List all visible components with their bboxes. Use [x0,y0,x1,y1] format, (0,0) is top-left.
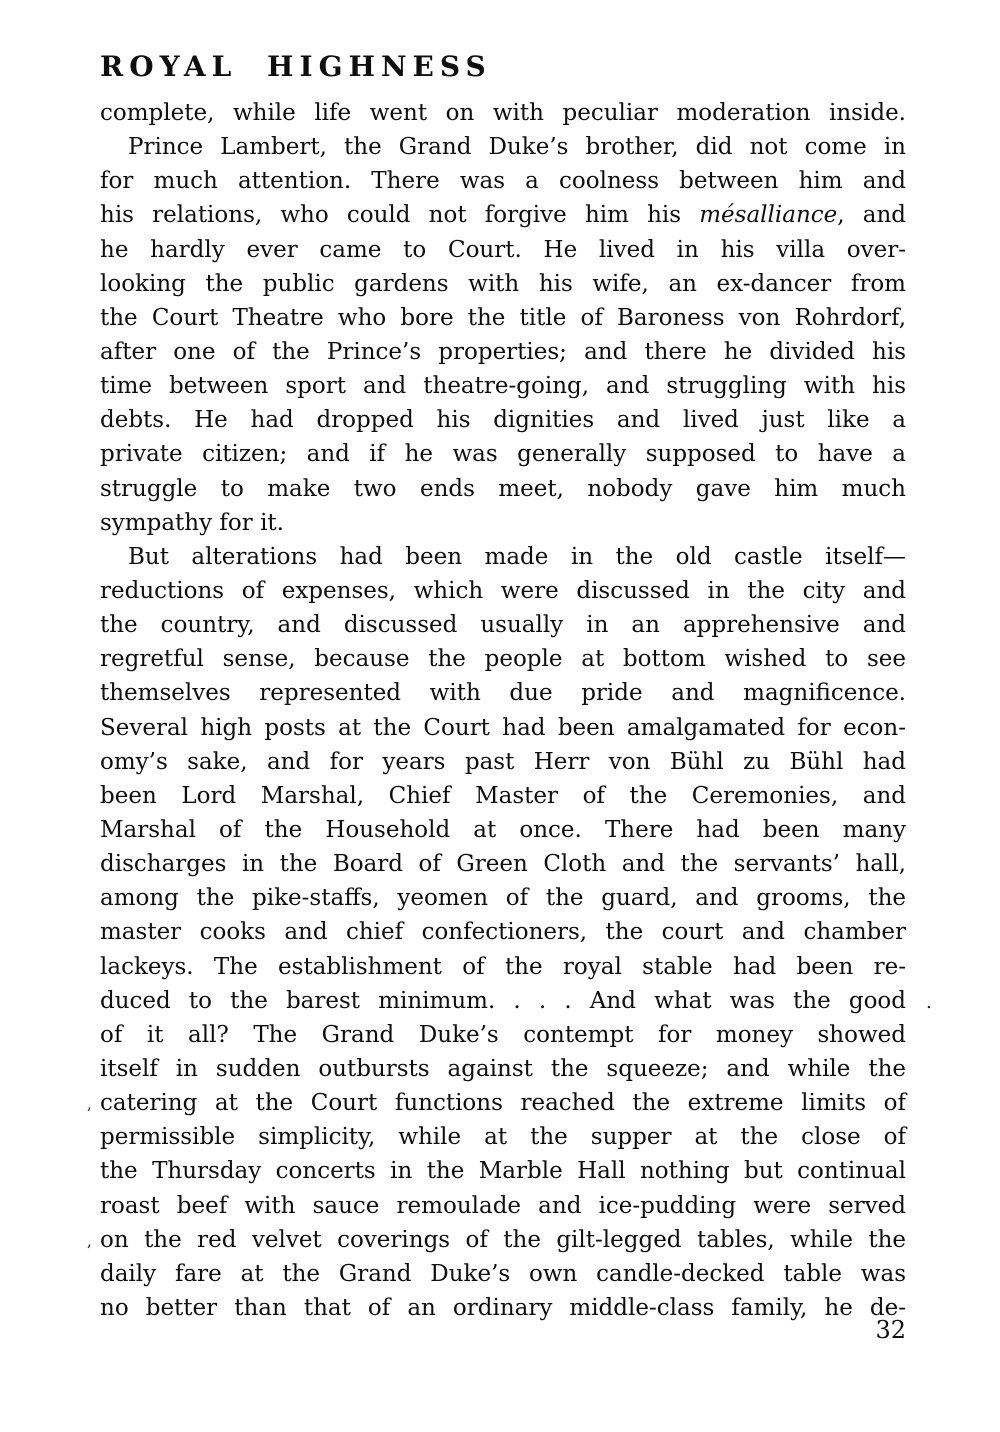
text-line: master cooks and chief confectioners, the court and chamber [100,919,906,946]
stray-ink-dot: . [926,992,932,1013]
text-line: of it all? The Grand Duke’s contempt for money showed [100,1021,906,1048]
italic-word: mésalliance [699,202,838,229]
text-line: But alterations had been made in the old castle itself— [128,543,906,570]
text-line: among the pike-staffs, yeomen of the guard, and grooms, the [100,885,906,912]
running-header: ROYAL HIGHNESS [100,50,492,83]
text-line: the Court Theatre who bore the title of Baroness von Rohrdorf, [100,304,906,331]
text-line: looking the public gardens with his wife, an ex-dancer from [100,270,906,297]
page-text [87,96,906,1325]
text-line: lackeys. The establishment of the royal stable had been re- [100,953,906,980]
text-line: , on the red velvet coverings of the gilt-legged tables, while the [87,1226,906,1253]
text-line: time between sport and theatre-going, and struggling with his [100,373,906,400]
text-line: duced to the barest minimum. . . . And what was the good [100,987,906,1014]
text-line: debts. He had dropped his dignities and lived just like a [100,407,906,434]
text-line: reductions of expenses, which were discussed in the city and [100,577,906,604]
page-number: 32 [875,1316,906,1344]
text-line: for much attention. There was a coolness between him and [100,168,906,195]
text-line: the country, and discussed usually in an apprehensive and [100,612,906,639]
text-line: he hardly ever came to Court. He lived in his villa over- [100,236,906,263]
text-line: themselves represented with due pride and magnificence. [100,680,906,707]
text-line: permissible simplicity, while at the supper at the close of [100,1124,906,1151]
ink-mark: , [87,1231,92,1250]
text-line: , catering at the Court functions reached the extreme limits of [87,1090,906,1117]
text-line: Several high posts at the Court had been amalgamated for econ- [100,714,906,741]
text-line: discharges in the Board of Green Cloth and the servants’ hall, [100,851,906,878]
text-line: no better than that of an ordinary middle-class family, he de- [100,1294,906,1321]
text-line: complete, while life went on with peculiar moderation inside. [100,100,906,126]
text-line: been Lord Marshal, Chief Master of the Ceremonies, and [100,782,906,809]
text-line: sympathy for it. [100,509,284,536]
text-line: the Thursday concerts in the Marble Hall nothing but continual [100,1158,906,1185]
text-line: roast beef with sauce remoulade and ice-pudding were served [100,1192,906,1219]
text-line: struggle to make two ends meet, nobody gave him much [100,475,906,502]
text-line: private citizen; and if he was generally supposed to have a [100,441,906,468]
text-line: Marshal of the Household at once. There had been many [100,816,906,843]
text-line: daily fare at the Grand Duke’s own candle-decked table was [100,1260,906,1287]
text-line: itself in sudden outbursts against the squeeze; and while the [100,1055,906,1082]
text-line: regretful sense, because the people at bottom wished to see [100,646,906,673]
text-line: his relations, who could not forgive him his mésalliance, and [100,202,906,229]
ink-mark: , [87,1095,92,1114]
text-line: omy’s sake, and for years past Herr von Bühl zu Bühl had [100,748,906,775]
text-line: after one of the Prince’s properties; and there he divided his [100,338,906,365]
text-line: Prince Lambert, the Grand Duke’s brother, did not come in [128,134,906,161]
